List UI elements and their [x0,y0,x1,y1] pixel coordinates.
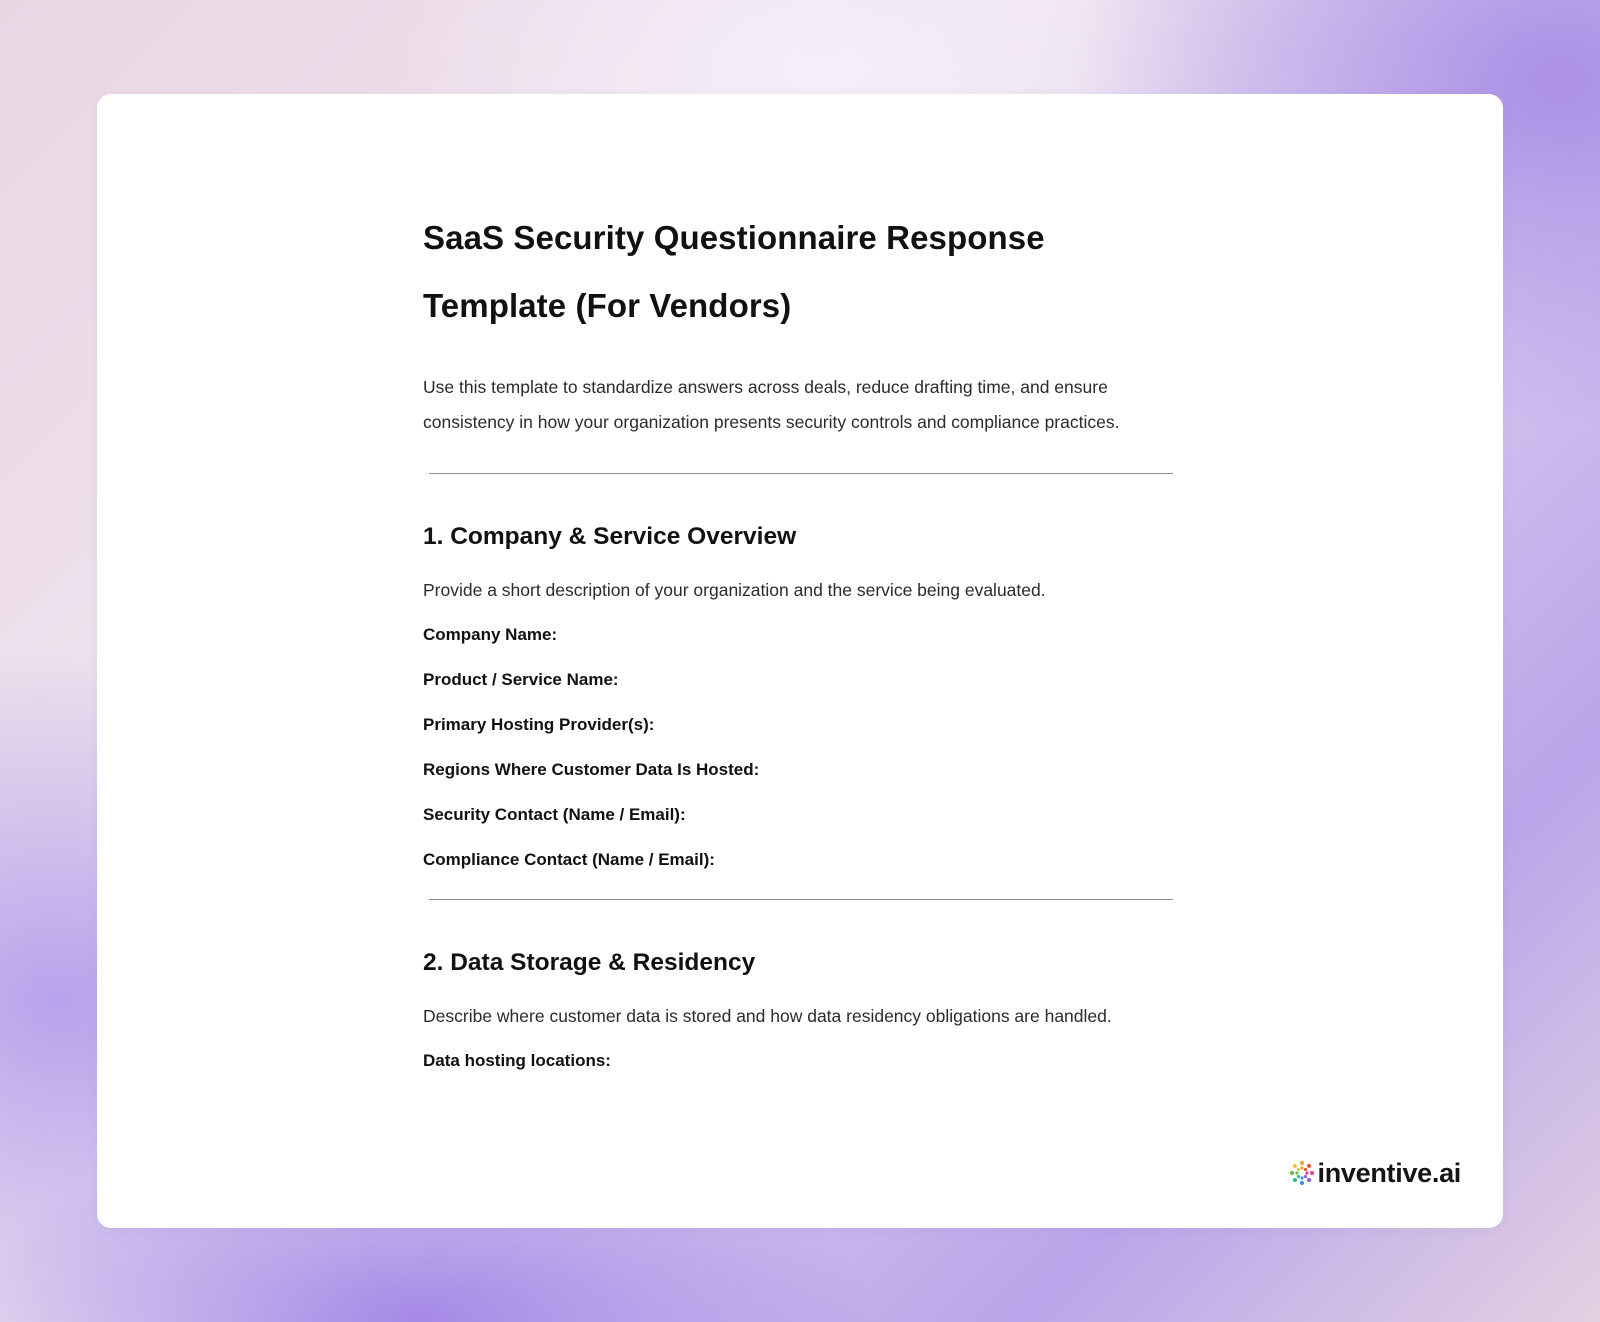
field-data-hosting-regions: Regions Where Customer Data Is Hosted: [423,760,760,779]
logo-dot [1296,1175,1299,1178]
field-compliance-contact: Compliance Contact (Name / Email): [423,850,715,869]
field-company-name: Company Name: [423,625,558,644]
document-title-line-2: Template (For Vendors) [423,287,792,324]
logo-dot [1299,1181,1303,1185]
field-list [423,623,1183,872]
field-list [423,1049,1183,1073]
asterisk-dots-logo-icon [1289,1160,1315,1186]
section-company-overview [423,520,1183,872]
field-security-contact: Security Contact (Name / Email): [423,805,686,824]
section-data-storage [423,946,1183,1073]
logo-dot [1309,1171,1313,1175]
field-data-hosting-locations: Data hosting locations: [423,1051,611,1070]
section-description: Provide a short description of your organization and the service being evaluated. [423,580,1046,600]
section-description: Describe where customer data is stored and how data residency obligations are handled. [423,1006,1112,1026]
brand-logo [1289,1158,1461,1188]
document-title-line-1: SaaS Security Questionnaire Response [423,219,1045,256]
section-divider [429,899,1173,900]
document-card [97,94,1503,1228]
logo-dot [1300,1166,1303,1169]
document-body [423,204,1183,1073]
logo-dot [1300,1176,1303,1179]
logo-dot [1296,1168,1299,1171]
logo-dot [1303,1168,1306,1171]
section-divider [429,473,1173,474]
logo-dot [1305,1171,1308,1174]
logo-dot [1307,1164,1311,1168]
logo-dot [1307,1178,1311,1182]
logo-dot [1289,1171,1293,1175]
section-title: 2. Data Storage & Residency [423,949,756,976]
logo-dot [1299,1161,1303,1165]
document-title [423,204,1183,340]
logo-dot [1303,1175,1306,1178]
brand-logo-text: inventive.ai [1317,1158,1461,1188]
logo-dot [1292,1164,1296,1168]
document-intro: Use this template to standardize answers across deals, reduce drafting time, and ensure consistency in how your organization presents security controls and compliance practices. [423,377,1120,432]
field-product-service-name: Product / Service Name: [423,670,619,689]
field-primary-hosting-provider: Primary Hosting Provider(s): [423,715,655,734]
logo-dot [1295,1171,1298,1174]
section-title: 1. Company & Service Overview [423,523,797,550]
logo-dot [1292,1178,1296,1182]
